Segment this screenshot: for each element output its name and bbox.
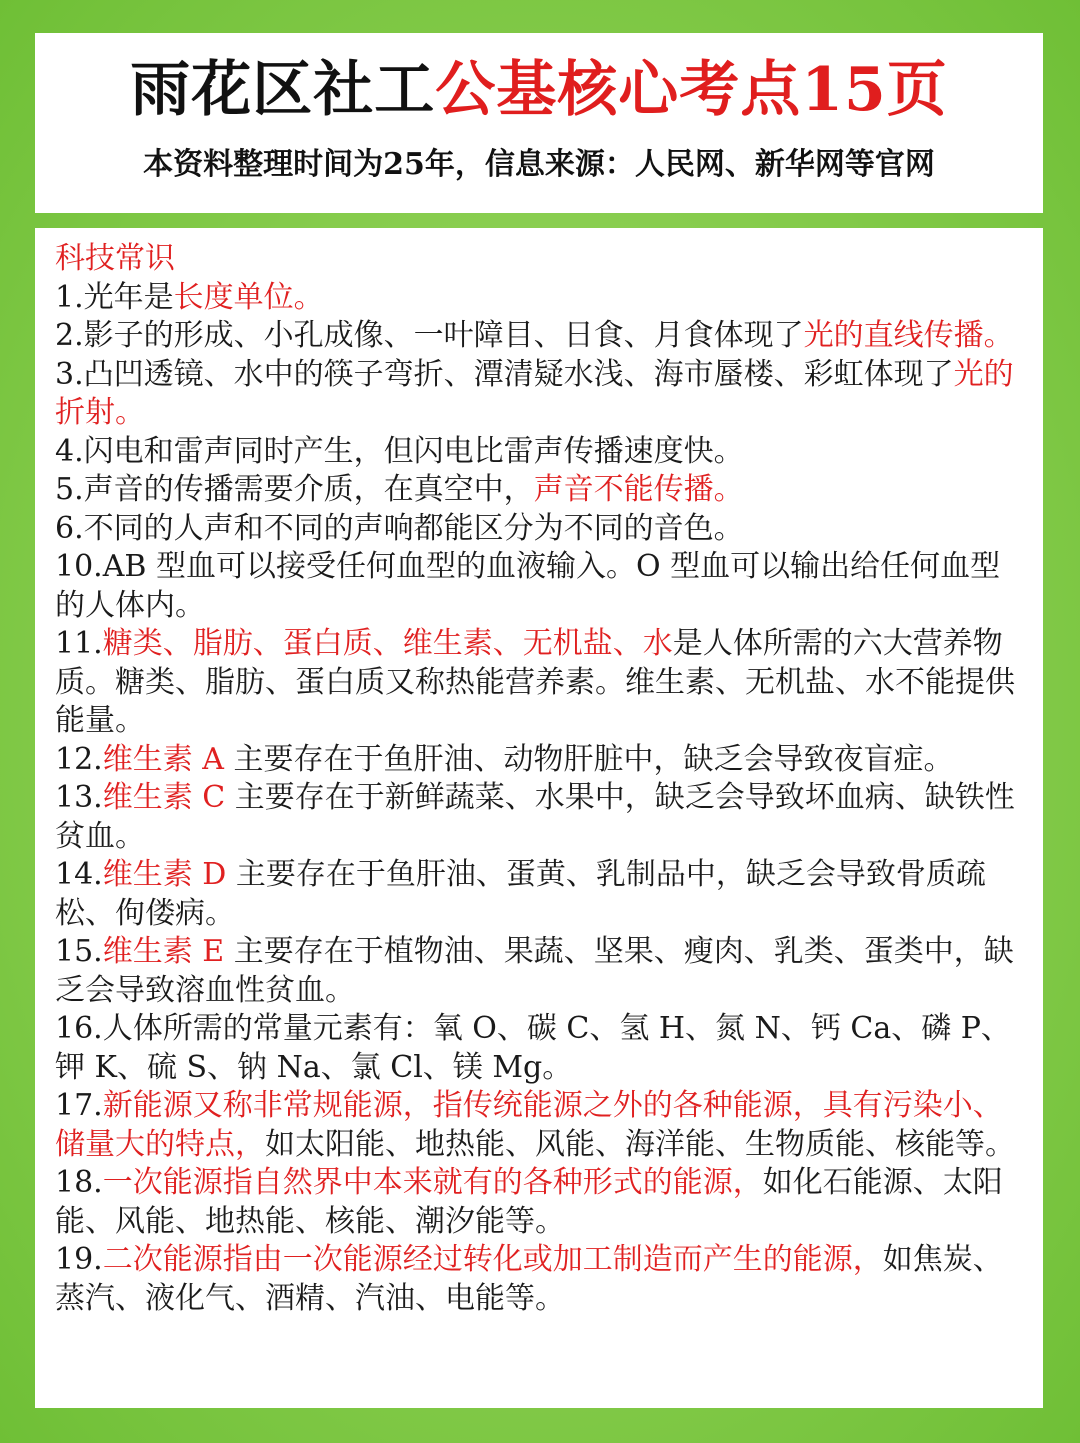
item-text: 影子的形成、小孔成像、一叶障目、日食、月食体现了 (83, 318, 804, 353)
highlight-text: 长度单位。 (173, 279, 324, 315)
section-title: 科技常识 (55, 241, 175, 276)
highlight-text: 维生素 E (102, 934, 225, 969)
list-item (55, 933, 1023, 1010)
item-number: 18. (55, 1165, 103, 1200)
item-text: 声音的传播需要介质，在真空中， (83, 472, 534, 507)
list-item (55, 471, 1023, 510)
item-number: 19. (55, 1242, 103, 1277)
item-number: 6. (55, 510, 84, 546)
page-title (35, 53, 1043, 127)
header-card (35, 33, 1043, 213)
item-text: 是人体所需的六大营养物质。糖类、脂肪、蛋白质又称热能营养素。维生素、无机盐、水不能提供能量。 (55, 626, 1015, 738)
item-number: 4. (55, 433, 84, 469)
item-number: 15. (55, 934, 103, 969)
content-card (35, 228, 1043, 1408)
list-item (55, 279, 1023, 318)
highlight-text: 糖类、脂肪、蛋白质、维生素、无机盐、水 (102, 626, 673, 661)
list-item (55, 779, 1023, 856)
item-text: 如焦炭、蒸汽、液化气、酒精、汽油、电能等。 (55, 1242, 1003, 1316)
item-number: 17. (55, 1088, 103, 1123)
highlight-text: 光的直线传播。 (803, 318, 1014, 353)
item-number: 14. (55, 857, 103, 892)
item-number: 2. (55, 318, 84, 353)
list-item (55, 1087, 1023, 1164)
list-item (55, 433, 1023, 472)
item-number: 12. (55, 741, 103, 777)
list-item (55, 548, 1023, 625)
item-text: 光年是 (83, 279, 174, 315)
knowledge-list (55, 279, 1023, 1319)
title-red-part: 公基核心考点15页 (435, 55, 948, 125)
list-item (55, 625, 1023, 741)
highlight-text: 维生素 D (102, 857, 227, 892)
item-text: 人体所需的常量元素有：氧 O、碳 C、氢 H、氮 N、钙 Ca、磷 P、钾 K、硫 S、钠 Na、氯 Cl、镁 Mg。 (55, 1011, 1011, 1085)
item-text: 如太阳能、地热能、风能、海洋能、生物质能、核能等。 (265, 1126, 1015, 1162)
item-number: 16. (55, 1011, 103, 1046)
item-text: 如化石能源、太阳能、风能、地热能、核能、潮汐能等。 (55, 1165, 1003, 1239)
list-item (55, 1164, 1023, 1241)
list-item (55, 856, 1023, 933)
item-text: 闪电和雷声同时产生，但闪电比雷声传播速度快。 (83, 433, 744, 469)
highlight-text: 维生素 C (102, 780, 226, 815)
highlight-text: 一次能源指自然界中本来就有的各种形式的能源， (102, 1165, 763, 1200)
item-text: 主要存在于新鲜蔬菜、水果中，缺乏会导致坏血病、缺铁性贫血。 (55, 780, 1015, 854)
title-black-part: 雨花区社工 (130, 55, 436, 125)
item-number: 3. (55, 356, 84, 392)
list-item (55, 510, 1023, 549)
list-item (55, 1010, 1023, 1087)
item-text: 主要存在于鱼肝油、蛋黄、乳制品中，缺乏会导致骨质疏松、佝偻病。 (55, 857, 986, 931)
highlight-text: 二次能源指由一次能源经过转化或加工制造而产生的能源， (102, 1242, 883, 1277)
list-item (55, 356, 1023, 433)
highlight-text: 声音不能传播。 (533, 472, 744, 507)
item-number: 1. (55, 279, 84, 315)
highlight-text: 新能源又称非常规能源，指传统能源之外的各种能源，具有污染小、储量大的特点， (55, 1088, 1003, 1162)
highlight-text: 光的折射。 (55, 356, 1014, 430)
item-text: 凸凹透镜、水中的筷子弯折、潭清疑水浅、海市蜃楼、彩虹体现了 (83, 356, 954, 392)
item-number: 13. (55, 780, 103, 815)
item-text: 主要存在于鱼肝油、动物肝脏中，缺乏会导致夜盲症。 (223, 741, 954, 777)
item-number: 11. (55, 626, 103, 661)
list-item (55, 317, 1023, 356)
item-text: 不同的人声和不同的声响都能区分为不同的音色。 (83, 510, 744, 546)
item-text: 主要存在于植物油、果蔬、坚果、瘦肉、乳类、蛋类中，缺乏会导致溶血性贫血。 (55, 934, 1014, 1008)
item-number: 5. (55, 472, 84, 507)
page-subtitle: 本资料整理时间为25年，信息来源：人民网、新华网等官网 (143, 147, 935, 182)
list-item (55, 1241, 1023, 1318)
item-text: AB 型血可以接受任何血型的血液输入。O 型血可以输出给任何血型的人体内。 (55, 549, 1001, 623)
list-item (55, 741, 1023, 780)
highlight-text: 维生素 A (102, 741, 224, 777)
item-number: 10. (55, 549, 103, 584)
